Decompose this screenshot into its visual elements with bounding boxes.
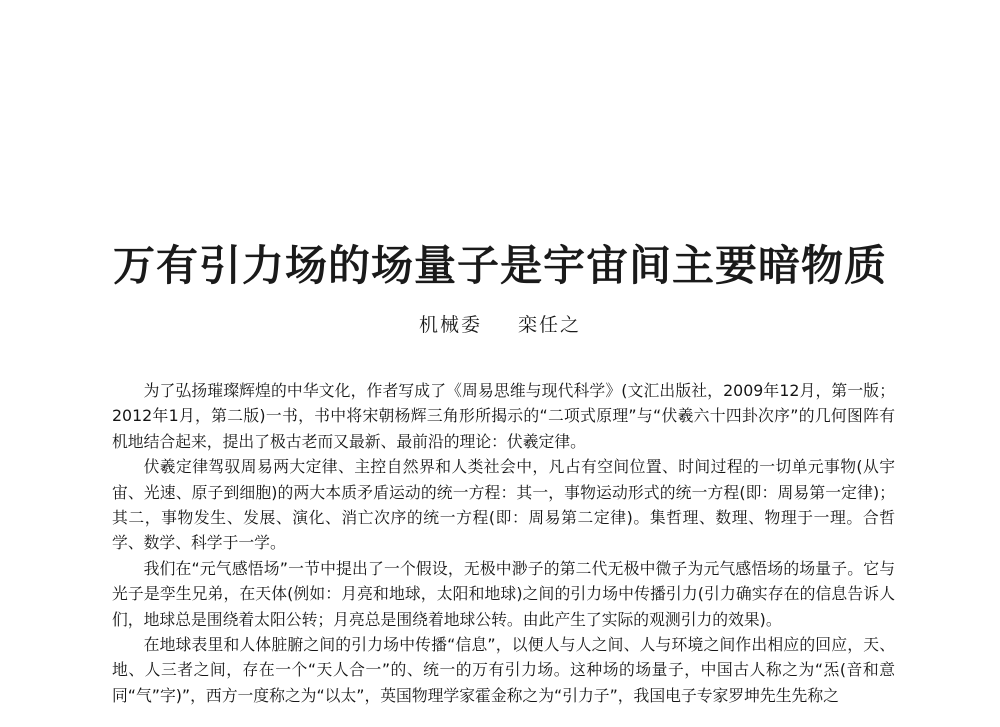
body-paragraph: 我们在“元气感悟场”一节中提出了一个假设，无极中渺子的第二代无极中微子为元气感悟场的场量子。它与光子是孪生兄弟，在天体(例如：月亮和地球，太阳和地球)之间的引力场中传播引力(引力确实存在的信息告诉人们，地球总是围绕着太阳公转；月亮总是围绕着地球公转。由此产生了实际的观测引力的效果)。 xyxy=(112,558,895,629)
article-title: 万有引力场的场量子是宇宙间主要暗物质 xyxy=(112,241,887,290)
body-paragraph: 为了弘扬璀璨辉煌的中华文化，作者写成了《周易思维与现代科学》(文汇出版社，2009年12月，第一版；2012年1月，第二版)一书，书中将宋朝杨辉三角形所揭示的“二项式原理”与“伏羲六十四卦次序”的几何图阵有机地结合起来，提出了极古老而又最新、最前沿的理论：伏羲定律。 xyxy=(112,381,895,451)
body-paragraph: 伏羲定律驾驭周易两大定律、主控自然界和人类社会中，凡占有空间位置、时间过程的一切单元事物(从宇宙、光速、原子到细胞)的两大本质矛盾运动的统一方程：其一，事物运动形式的统一方程(即：周易第一定律)；其二，事物发生、发展、演化、消亡次序的统一方程(即：周易第二定律)。集哲理、数理、物理于一理。合哲学、数学、科学于一学。 xyxy=(112,457,895,553)
body-paragraph: 在地球表里和人体脏腑之间的引力场中传播“信息”，以便人与人之间、人与环境之间作出相应的回应，天、地、人三者之间，存在一个“天人合一”的、统一的万有引力场。这种场的场量子，中国古人称之为“炁(音和意同“气”字)”，西方一度称之为“以太”，英国物理学家霍金称之为“引力子”，我国电子专家罗坤先生先称之 xyxy=(112,635,895,705)
article-authors xyxy=(0,311,1000,339)
author-name: 栾任之 xyxy=(518,314,582,336)
author-name: 机械委 xyxy=(418,314,482,336)
article-body xyxy=(112,378,895,708)
